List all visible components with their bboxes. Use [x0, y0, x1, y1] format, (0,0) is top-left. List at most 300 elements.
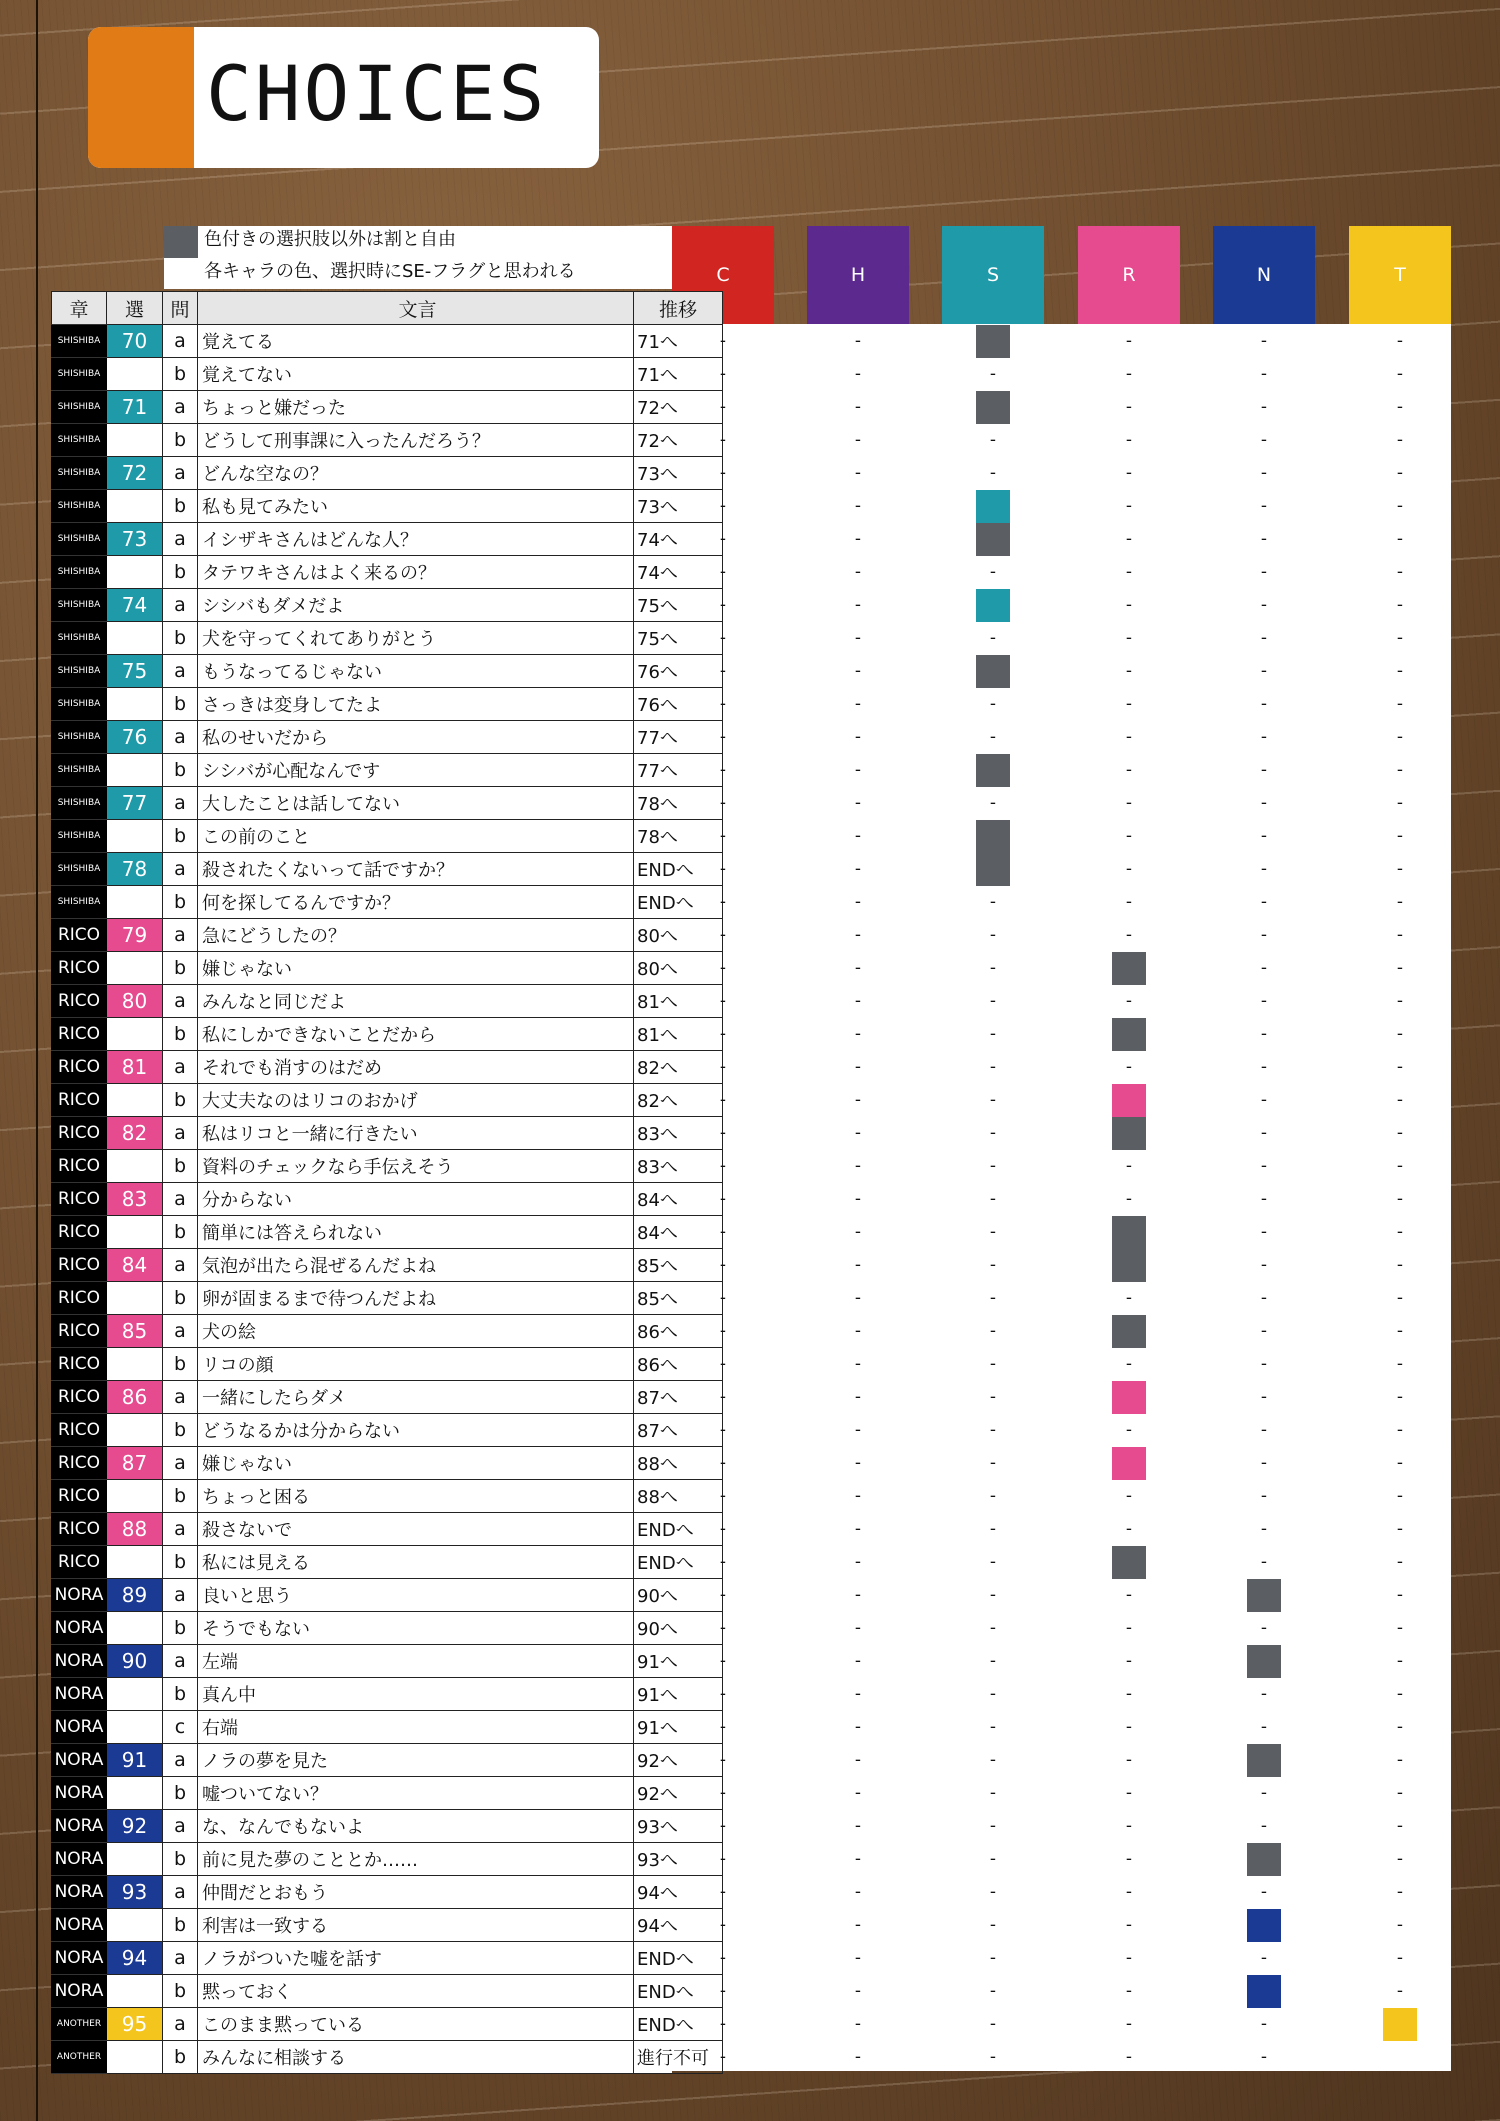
flag-dash: -	[1396, 1519, 1404, 1539]
option-letter-cell: b	[163, 622, 198, 655]
choice-text-cell: 犬を守ってくれてありがとう	[198, 622, 634, 655]
choice-number-cell	[107, 1084, 163, 1117]
flag-dash: -	[854, 529, 862, 549]
flag-dash: -	[1260, 1486, 1268, 1506]
character-header-r: R	[1078, 226, 1180, 324]
option-letter-cell: a	[163, 1579, 198, 1612]
chapter-cell: ANOTHER	[51, 2008, 107, 2041]
flag-dash: -	[1260, 1783, 1268, 1803]
next-cell: ENDへ	[634, 1975, 723, 2008]
choice-number-cell: 83	[107, 1183, 163, 1216]
table-row	[51, 1183, 678, 1216]
flag-dash: -	[1396, 1585, 1404, 1605]
flag-dash: -	[719, 661, 727, 681]
choice-text-cell: 私も見てみたい	[198, 490, 634, 523]
option-letter-cell: b	[163, 1480, 198, 1513]
flag-marker-gray	[1112, 1117, 1146, 1150]
flag-dash: -	[1396, 529, 1404, 549]
option-letter-cell: a	[163, 1810, 198, 1843]
flag-dash: -	[989, 628, 997, 648]
flag-dash: -	[719, 529, 727, 549]
choice-text-cell: 黙っておく	[198, 1975, 634, 2008]
choice-number-cell	[107, 556, 163, 589]
table-row	[51, 853, 694, 886]
table-row	[51, 2008, 694, 2041]
flag-dash: -	[1396, 1255, 1404, 1275]
choice-text-cell: 私にしかできないことだから	[198, 1018, 634, 1051]
flag-dash: -	[719, 892, 727, 912]
flag-dash: -	[719, 628, 727, 648]
flag-dash: -	[719, 760, 727, 780]
option-letter-cell: a	[163, 1513, 198, 1546]
choice-number-cell: 88	[107, 1513, 163, 1546]
choice-text-cell: 殺されたくないって話ですか？	[198, 853, 634, 886]
chapter-cell: NORA	[51, 1909, 107, 1942]
choice-number-cell: 70	[107, 325, 163, 358]
chapter-cell: SHISHIBA	[51, 490, 107, 523]
flag-dash: -	[719, 793, 727, 813]
next-cell: 87へ	[634, 1381, 723, 1414]
chapter-cell: SHISHIBA	[51, 424, 107, 457]
flag-dash: -	[1396, 1321, 1404, 1341]
flag-dash: -	[1396, 1090, 1404, 1110]
flag-dash: -	[719, 1981, 727, 2001]
flag-dash: -	[854, 1189, 862, 1209]
table-row	[51, 523, 678, 556]
chapter-cell: RICO	[51, 985, 107, 1018]
chapter-cell: NORA	[51, 1612, 107, 1645]
table-row	[51, 1150, 678, 1183]
flag-dash: -	[1396, 1849, 1404, 1869]
next-cell: 78へ	[634, 787, 723, 820]
table-row	[51, 985, 678, 1018]
flag-dash: -	[1260, 1123, 1268, 1143]
flag-marker-gray	[1247, 1645, 1281, 1678]
flag-dash: -	[854, 1255, 862, 1275]
choice-number-cell: 90	[107, 1645, 163, 1678]
header-next: 推移	[634, 291, 723, 325]
flag-dash: -	[719, 1882, 727, 1902]
flag-dash: -	[854, 463, 862, 483]
chapter-cell: RICO	[51, 1414, 107, 1447]
option-letter-cell: b	[163, 1348, 198, 1381]
choice-number-cell: 84	[107, 1249, 163, 1282]
chapter-cell: NORA	[51, 1744, 107, 1777]
flag-dash: -	[1396, 1387, 1404, 1407]
flag-marker-gray	[976, 820, 1010, 853]
next-cell: ENDへ	[634, 2008, 723, 2041]
chapter-cell: SHISHIBA	[51, 589, 107, 622]
flag-dash: -	[1125, 397, 1133, 417]
table-row	[51, 1348, 678, 1381]
flag-dash: -	[854, 1915, 862, 1935]
chapter-cell: SHISHIBA	[51, 721, 107, 754]
flag-dash: -	[1125, 1849, 1133, 1869]
table-row	[51, 886, 694, 919]
table-row	[51, 1249, 678, 1282]
flag-dash: -	[1125, 364, 1133, 384]
flag-dash: -	[1396, 1684, 1404, 1704]
table-row	[51, 1513, 694, 1546]
flag-dash: -	[1396, 1189, 1404, 1209]
header-choice: 選	[107, 291, 163, 325]
flag-dash: -	[1396, 1717, 1404, 1737]
choice-number-cell	[107, 1711, 163, 1744]
flag-dash: -	[1396, 1486, 1404, 1506]
flag-dash: -	[1396, 595, 1404, 615]
choice-number-cell	[107, 1909, 163, 1942]
chapter-cell: SHISHIBA	[51, 754, 107, 787]
flag-dash: -	[854, 661, 862, 681]
flag-dash: -	[854, 1057, 862, 1077]
choice-text-cell: シシバが心配なんです	[198, 754, 634, 787]
flag-dash: -	[1396, 1948, 1404, 1968]
choice-text-cell: 大したことは話してない	[198, 787, 634, 820]
option-letter-cell: a	[163, 853, 198, 886]
flag-dash: -	[1260, 1057, 1268, 1077]
flag-marker-gray	[1112, 1018, 1146, 1051]
header-question: 問	[163, 291, 198, 325]
flag-dash: -	[1260, 562, 1268, 582]
flag-dash: -	[1396, 1750, 1404, 1770]
chapter-cell: RICO	[51, 919, 107, 952]
flag-panel	[672, 324, 1451, 2071]
flag-dash: -	[989, 1618, 997, 1638]
table-row	[51, 1414, 678, 1447]
flag-dash: -	[1396, 463, 1404, 483]
flag-dash: -	[719, 1750, 727, 1770]
flag-dash: -	[719, 331, 727, 351]
option-letter-cell: a	[163, 721, 198, 754]
flag-dash: -	[989, 562, 997, 582]
choice-text-cell: 私には見える	[198, 1546, 634, 1579]
flag-dash: -	[854, 1090, 862, 1110]
chapter-cell: SHISHIBA	[51, 325, 107, 358]
option-letter-cell: a	[163, 1645, 198, 1678]
table-row	[51, 1645, 678, 1678]
flag-dash: -	[1260, 958, 1268, 978]
next-cell: 84へ	[634, 1183, 723, 1216]
flag-dash: -	[1260, 1321, 1268, 1341]
flag-marker-gray	[1112, 1315, 1146, 1348]
option-letter-cell: b	[163, 1612, 198, 1645]
table-row	[51, 424, 678, 457]
flag-dash: -	[1125, 1519, 1133, 1539]
choice-text-cell: 卵が固まるまで待つんだよね	[198, 1282, 634, 1315]
chapter-cell: SHISHIBA	[51, 655, 107, 688]
legend-line-2: 各キャラの色、選択時にSE-フラグと思われる	[204, 261, 576, 282]
flag-dash: -	[989, 1750, 997, 1770]
option-letter-cell: b	[163, 358, 198, 391]
option-letter-cell: b	[163, 1018, 198, 1051]
flag-dash: -	[1125, 331, 1133, 351]
next-cell: 85へ	[634, 1249, 723, 1282]
flag-dash: -	[854, 1024, 862, 1044]
chapter-cell: SHISHIBA	[51, 787, 107, 820]
flag-dash: -	[719, 1057, 727, 1077]
flag-dash: -	[854, 958, 862, 978]
flag-dash: -	[1125, 430, 1133, 450]
option-letter-cell: a	[163, 391, 198, 424]
flag-dash: -	[989, 892, 997, 912]
flag-marker-gray	[976, 391, 1010, 424]
flag-dash: -	[989, 2047, 997, 2067]
chapter-cell: NORA	[51, 1678, 107, 1711]
next-cell: 73へ	[634, 490, 723, 523]
flag-dash: -	[1125, 529, 1133, 549]
choice-number-cell	[107, 424, 163, 457]
choice-text-cell: 大丈夫なのはリコのおかげ	[198, 1084, 634, 1117]
flag-dash: -	[854, 1354, 862, 1374]
table-row	[51, 1579, 678, 1612]
flag-dash: -	[1125, 1783, 1133, 1803]
flag-dash: -	[989, 925, 997, 945]
option-letter-cell: b	[163, 1777, 198, 1810]
choice-text-cell: ノラがついた嘘を話す	[198, 1942, 634, 1975]
chapter-cell: NORA	[51, 1876, 107, 1909]
option-letter-cell: a	[163, 1249, 198, 1282]
flag-dash: -	[989, 694, 997, 714]
next-cell: 81へ	[634, 985, 723, 1018]
next-cell: 80へ	[634, 952, 723, 985]
flag-dash: -	[1260, 826, 1268, 846]
table-row	[51, 1381, 678, 1414]
flag-dash: -	[1260, 1288, 1268, 1308]
table-row	[51, 754, 678, 787]
flag-dash: -	[719, 1816, 727, 1836]
flag-marker-gray	[976, 853, 1010, 886]
flag-dash: -	[719, 1024, 727, 1044]
option-letter-cell: a	[163, 919, 198, 952]
chapter-cell: SHISHIBA	[51, 688, 107, 721]
flag-dash: -	[719, 694, 727, 714]
choice-text-cell: 犬の絵	[198, 1315, 634, 1348]
flag-dash: -	[1125, 1981, 1133, 2001]
table-row	[51, 787, 678, 820]
flag-dash: -	[1396, 1783, 1404, 1803]
flag-dash: -	[854, 1453, 862, 1473]
flag-dash: -	[854, 793, 862, 813]
flag-dash: -	[1125, 859, 1133, 879]
chapter-cell: NORA	[51, 1810, 107, 1843]
flag-dash: -	[1125, 1618, 1133, 1638]
option-letter-cell: b	[163, 490, 198, 523]
flag-dash: -	[1125, 1420, 1133, 1440]
flag-dash: -	[1260, 331, 1268, 351]
flag-dash: -	[989, 1519, 997, 1539]
title-color-swatch	[88, 27, 194, 168]
flag-dash: -	[1396, 1915, 1404, 1935]
flag-dash: -	[1396, 892, 1404, 912]
flag-dash: -	[719, 1156, 727, 1176]
flag-marker-n	[1247, 1909, 1281, 1942]
choice-number-cell: 72	[107, 457, 163, 490]
chapter-cell: RICO	[51, 1480, 107, 1513]
choice-number-cell: 75	[107, 655, 163, 688]
next-cell: 91へ	[634, 1645, 723, 1678]
flag-dash: -	[1396, 1453, 1404, 1473]
character-header-t: T	[1349, 226, 1451, 324]
flag-dash: -	[719, 1585, 727, 1605]
flag-dash: -	[1125, 2047, 1133, 2067]
chapter-cell: RICO	[51, 1084, 107, 1117]
table-row	[51, 1546, 694, 1579]
choice-number-cell: 94	[107, 1942, 163, 1975]
option-letter-cell: a	[163, 2008, 198, 2041]
choice-text-cell: 急にどうしたの？	[198, 919, 634, 952]
flag-marker-n	[1247, 1975, 1281, 2008]
flag-dash: -	[1260, 1222, 1268, 1242]
choice-number-cell	[107, 1348, 163, 1381]
flag-dash: -	[719, 925, 727, 945]
option-letter-cell: a	[163, 589, 198, 622]
flag-dash: -	[989, 1222, 997, 1242]
choice-text-cell: 前に見た夢のこととか……	[198, 1843, 634, 1876]
choice-text-cell: さっきは変身してたよ	[198, 688, 634, 721]
flag-dash: -	[1396, 1651, 1404, 1671]
flag-dash: -	[1260, 760, 1268, 780]
chapter-cell: SHISHIBA	[51, 820, 107, 853]
header-text: 文言	[198, 291, 634, 325]
flag-dash: -	[1260, 1552, 1268, 1572]
flag-dash: -	[1396, 661, 1404, 681]
option-letter-cell: a	[163, 1381, 198, 1414]
flag-dash: -	[989, 1486, 997, 1506]
flag-dash: -	[854, 1948, 862, 1968]
title-card	[88, 27, 599, 168]
flag-dash: -	[854, 1816, 862, 1836]
table-row	[51, 1678, 678, 1711]
choice-number-cell: 91	[107, 1744, 163, 1777]
flag-dash: -	[989, 1453, 997, 1473]
flag-dash: -	[1260, 694, 1268, 714]
flag-dash: -	[1396, 1618, 1404, 1638]
flag-dash: -	[1125, 1948, 1133, 1968]
choice-number-cell	[107, 688, 163, 721]
next-cell: 91へ	[634, 1711, 723, 1744]
flag-marker-gray	[1247, 1579, 1281, 1612]
choice-number-cell	[107, 1414, 163, 1447]
option-letter-cell: b	[163, 886, 198, 919]
choice-text-cell: ノラの夢を見た	[198, 1744, 634, 1777]
flag-dash: -	[854, 2014, 862, 2034]
character-header-c: C	[672, 226, 774, 324]
option-letter-cell: b	[163, 2041, 198, 2074]
chapter-cell: RICO	[51, 1282, 107, 1315]
choice-number-cell: 73	[107, 523, 163, 556]
chapter-cell: NORA	[51, 1579, 107, 1612]
next-cell: 77へ	[634, 721, 723, 754]
flag-dash: -	[1260, 661, 1268, 681]
table-row	[51, 1942, 694, 1975]
choice-text-cell: そうでもない	[198, 1612, 634, 1645]
table-header-row	[51, 291, 697, 324]
flag-dash: -	[1396, 727, 1404, 747]
chapter-cell: RICO	[51, 1348, 107, 1381]
option-letter-cell: a	[163, 1183, 198, 1216]
chapter-cell: NORA	[51, 1942, 107, 1975]
choice-number-cell: 85	[107, 1315, 163, 1348]
choice-text-cell: 覚えてない	[198, 358, 634, 391]
flag-dash: -	[989, 1981, 997, 2001]
option-letter-cell: b	[163, 1216, 198, 1249]
table-row	[51, 1282, 678, 1315]
flag-dash: -	[854, 595, 862, 615]
flag-dash: -	[1260, 1519, 1268, 1539]
option-letter-cell: c	[163, 1711, 198, 1744]
table-row	[51, 1216, 678, 1249]
flag-dash: -	[1125, 1486, 1133, 1506]
next-cell: 71へ	[634, 325, 723, 358]
flag-dash: -	[989, 1651, 997, 1671]
next-cell: 85へ	[634, 1282, 723, 1315]
flag-dash: -	[854, 331, 862, 351]
table-row	[51, 589, 678, 622]
next-cell: 92へ	[634, 1744, 723, 1777]
choice-number-cell	[107, 1975, 163, 2008]
flag-dash: -	[1260, 2047, 1268, 2067]
legend-line-1: 色付きの選択肢以外は割と自由	[204, 229, 456, 250]
flag-dash: -	[989, 1255, 997, 1275]
flag-dash: -	[1396, 694, 1404, 714]
flag-dash: -	[989, 1321, 997, 1341]
character-header-s: S	[942, 226, 1044, 324]
option-letter-cell: b	[163, 952, 198, 985]
flag-dash: -	[989, 727, 997, 747]
flag-dash: -	[719, 1255, 727, 1275]
next-cell: 75へ	[634, 622, 723, 655]
flag-dash: -	[989, 1156, 997, 1176]
option-letter-cell: b	[163, 688, 198, 721]
option-letter-cell: a	[163, 655, 198, 688]
flag-dash: -	[1125, 826, 1133, 846]
flag-dash: -	[989, 1552, 997, 1572]
next-cell: 93へ	[634, 1843, 723, 1876]
option-letter-cell: a	[163, 787, 198, 820]
option-letter-cell: b	[163, 1843, 198, 1876]
flag-dash: -	[854, 1519, 862, 1539]
next-cell: 87へ	[634, 1414, 723, 1447]
page-title: CHOICES	[206, 49, 548, 138]
flag-dash: -	[1125, 661, 1133, 681]
flag-dash: -	[1125, 1684, 1133, 1704]
choice-text-cell: 資料のチェックなら手伝えそう	[198, 1150, 634, 1183]
flag-dash: -	[854, 925, 862, 945]
flag-dash: -	[989, 1354, 997, 1374]
flag-dash: -	[989, 1585, 997, 1605]
next-cell: 74へ	[634, 556, 723, 589]
choice-number-cell	[107, 952, 163, 985]
flag-dash: -	[1125, 1354, 1133, 1374]
flag-dash: -	[1396, 991, 1404, 1011]
next-cell: 92へ	[634, 1777, 723, 1810]
legend	[164, 226, 672, 289]
table-row	[51, 1744, 678, 1777]
flag-dash: -	[1396, 1882, 1404, 1902]
table-row	[51, 655, 678, 688]
table-row	[51, 1051, 678, 1084]
next-cell: 90へ	[634, 1579, 723, 1612]
flag-dash: -	[854, 760, 862, 780]
flag-dash: -	[1260, 1948, 1268, 1968]
option-letter-cell: b	[163, 1975, 198, 2008]
flag-dash: -	[989, 958, 997, 978]
table-row	[51, 490, 678, 523]
choice-text-cell: 利害は一致する	[198, 1909, 634, 1942]
flag-dash: -	[854, 892, 862, 912]
option-letter-cell: b	[163, 1414, 198, 1447]
character-header-h: H	[807, 226, 909, 324]
